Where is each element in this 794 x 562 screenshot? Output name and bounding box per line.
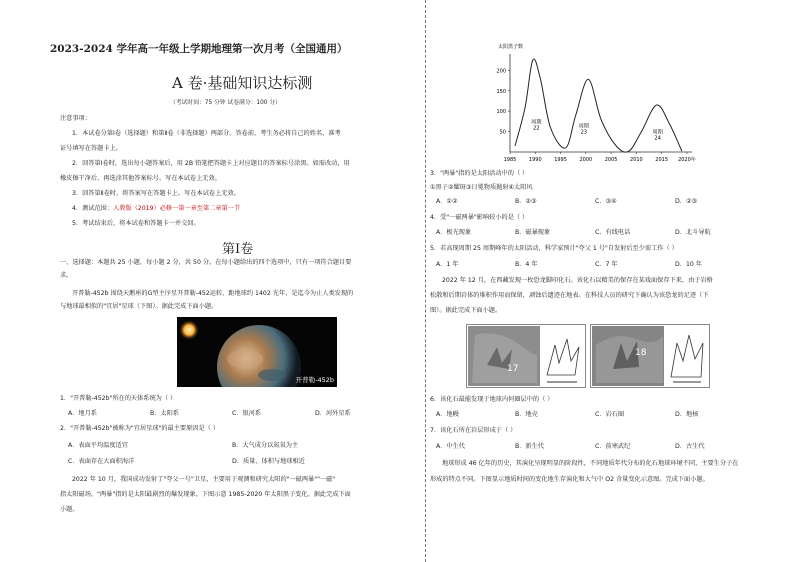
column-divider: [425, 0, 426, 562]
q2-option-d[interactable]: D．质量、体积与地球相近: [232, 458, 305, 465]
q3-stem: 3．"两暴"指的是太阳活动中的（ ）: [430, 170, 529, 177]
section1-intro: 一、选择题：本题共 25 小题，每小题 2 分，共 50 分。在每小题给出的四个选项中，只有一项符合题目要: [60, 259, 352, 266]
q1-option-d[interactable]: D．河外星系: [315, 410, 351, 417]
section1-intro-2: 求。: [60, 272, 73, 279]
y-tick-label: 200: [496, 68, 506, 75]
passage2-line1: 2022 年 10 月，我国成功发射了"夸父一号"卫星，主要用于观测和研究太阳的"一磁两暴""一磁": [72, 476, 336, 483]
q7-option-b[interactable]: B．新生代: [515, 443, 544, 450]
q2-option-a[interactable]: A．表面平均温度适宜: [68, 442, 128, 449]
exam-title: 2023-2024 学年高一年级上学期地理第一次月考（全国通用）: [50, 43, 348, 55]
q4-option-a[interactable]: A．极光现象: [436, 229, 472, 236]
note-3: 3．回答第Ⅱ卷时，将答案写在答题卡上。写在本试卷上无效。: [72, 190, 240, 197]
x-tick-label: 1990: [528, 157, 542, 163]
passage4-line1: 地球形成 46 亿年的历史，其演化呈现明显的阶段性，不同地质年代分布的化石地球环境不同，主要生分子在: [442, 460, 739, 467]
q6-stem: 6．该化石最能发现于地球内何圈层中的（ ）: [430, 396, 554, 403]
note-2: 2．回答第Ⅰ卷时，选出每小题答案后，用 2B 铅笔把答题卡上对应题目的答案标号涂黑。如需改动，用: [72, 160, 350, 167]
q4-stem: 4．受"一磁两暴"影响较小的是（ ）: [430, 214, 529, 221]
q1-option-a[interactable]: A．地月系: [68, 410, 97, 417]
q5-option-b[interactable]: B．4 年: [515, 261, 538, 268]
note-4: [72, 205, 240, 213]
y-tick-label: 150: [496, 88, 506, 95]
test-scope: 人教版（2019）必修一第一章至第二章第一节: [113, 205, 241, 212]
q7-option-c[interactable]: C．前寒武纪: [595, 443, 631, 450]
exam-subtitle: A 卷·基础知识达标测: [172, 74, 313, 92]
q1-stem: 1．"开普勒-452b"所在的天体系统为（ ）: [60, 395, 177, 402]
passage1-line1: 开普勒-452b 围绕天鹅座的G型主序星开普勒-452运转，距地球约 1402 光年，是迄今为止人类发现的: [72, 290, 354, 297]
q5-option-c[interactable]: C．7 年: [595, 261, 618, 268]
passage3-line1: 2022 年 12 月，在西藏发现一枚恐龙脚印化石。该化石以精美的保存在某戏面保存下来，由于岩格: [442, 277, 713, 284]
q3-option-a[interactable]: A．①②: [436, 198, 458, 205]
q7-stem: 7．该化石所在岩层形成于（ ）: [430, 427, 517, 434]
q4-option-d[interactable]: D．北斗导航: [675, 229, 711, 236]
q5-stem: 5．若高现周期 25 周期峰年的太阳活动，科学家预计"夸父 1 号"自发射后至少需工作（ ）: [430, 245, 678, 252]
note-2b: 橡皮擦干净后，再选涂其他答案标号。写在本试卷上无效。: [60, 175, 221, 182]
q2-stem: 2．"开普勒-452b"被称为"宜居星球"的最主要原因是（ ）: [60, 425, 220, 432]
note-4-label: 4．测试范围：: [72, 205, 114, 212]
section1-heading: 第Ⅰ卷: [222, 242, 254, 257]
q6-option-b[interactable]: B．地壳: [515, 411, 538, 418]
planet-image: [177, 317, 337, 387]
passage1-line2: 与地球最相似的"宜居"星球（下图）。据此完成下面小题。: [60, 303, 218, 310]
q2-option-b[interactable]: B．大气成分以氮氧为主: [232, 442, 299, 449]
cycle-label: 周期: [578, 123, 590, 130]
note-1b: 证号填写在答题卡上。: [60, 145, 122, 152]
x-tick-label: 2010: [630, 157, 643, 163]
y-tick-label: 100: [496, 109, 506, 116]
note-1: 1．本试卷分第Ⅰ卷（选择题）和第Ⅱ卷（非选择题）两部分。答卷前，考生务必将自己的姓名、准考: [72, 130, 341, 137]
q6-option-d[interactable]: D．地核: [675, 411, 699, 418]
exam-info: （考试时间：75 分钟 试卷满分：100 分）: [170, 100, 281, 106]
q3-option-c[interactable]: C．③④: [595, 198, 617, 205]
x-tick-label: 2005: [604, 157, 618, 163]
q6-option-c[interactable]: C．岩石圈: [595, 411, 625, 418]
q6-option-a[interactable]: A．地幔: [436, 411, 459, 418]
cycle-number: 24: [654, 135, 661, 142]
sunspot-chart-svg: [480, 40, 700, 165]
x-tick-label: 2000: [579, 157, 593, 163]
y-tick-label: 50: [499, 129, 506, 136]
footprint-figure-a: [466, 324, 586, 388]
cycle-label: 周期: [652, 129, 663, 136]
note-5: 5．考试结束后，将本试卷和答题卡一并交回。: [72, 220, 200, 227]
q4-option-c[interactable]: C．有线电话: [595, 229, 631, 236]
q3-items: ①黑子②耀斑③日冕物质抛射④太阳风: [430, 184, 533, 191]
y-axis-label: 太阳黑子数: [498, 44, 524, 50]
q5-option-d[interactable]: D．10 年: [675, 261, 702, 268]
q1-option-b[interactable]: B．太阳系: [150, 410, 179, 417]
footprint-figure-b: [590, 324, 710, 388]
svg-text:17: 17: [507, 364, 519, 374]
q3-option-d[interactable]: D．②③: [675, 198, 698, 205]
q1-option-c[interactable]: C．银河系: [232, 410, 262, 417]
x-tick-label: 2020年: [678, 157, 696, 163]
sunspot-chart: [480, 40, 700, 165]
cycle-number: 23: [580, 129, 588, 136]
passage2-line3: 小题。: [60, 506, 79, 513]
notes-heading: 注意事项：: [60, 115, 91, 122]
x-tick-label: 1995: [554, 157, 567, 163]
svg-text:18: 18: [635, 348, 647, 358]
planet-caption: 开普勒-452b: [295, 376, 334, 384]
q7-option-a[interactable]: A．中生代: [436, 443, 465, 450]
q5-option-a[interactable]: A．1 年: [436, 261, 459, 268]
q4-option-b[interactable]: B．磁暴现象: [515, 229, 551, 236]
q2-option-c[interactable]: C．表面存在大面积海洋: [68, 458, 135, 465]
cycle-number: 22: [532, 125, 540, 132]
passage2-line2: 指太阳磁场，"两暴"指的是太阳最剧烈的爆发现象。下图示意 1985-2020 年太阳黑子变化。据此完成下面: [60, 491, 351, 498]
q3-option-b[interactable]: B．②③: [515, 198, 537, 205]
x-tick-label: 2015: [655, 157, 669, 163]
cycle-label: 周期: [531, 119, 542, 126]
q7-option-d[interactable]: D．古生代: [675, 443, 705, 450]
x-tick-label: 1985: [503, 157, 517, 163]
passage3-line2: 松散和后期岩体的堆积作用而保留，剥蚀后遗迹在地表。在科技人员的研究下确认为该恐龙的足迹（下: [430, 292, 709, 299]
passage4-line2: 形成的特点不同。下图显示地质时间的变化地生存演化和大气中 O2 含量变化示意图。完成下面小题。: [430, 476, 709, 483]
passage3-line3: 图）。据此完成下面小题。: [430, 307, 502, 314]
